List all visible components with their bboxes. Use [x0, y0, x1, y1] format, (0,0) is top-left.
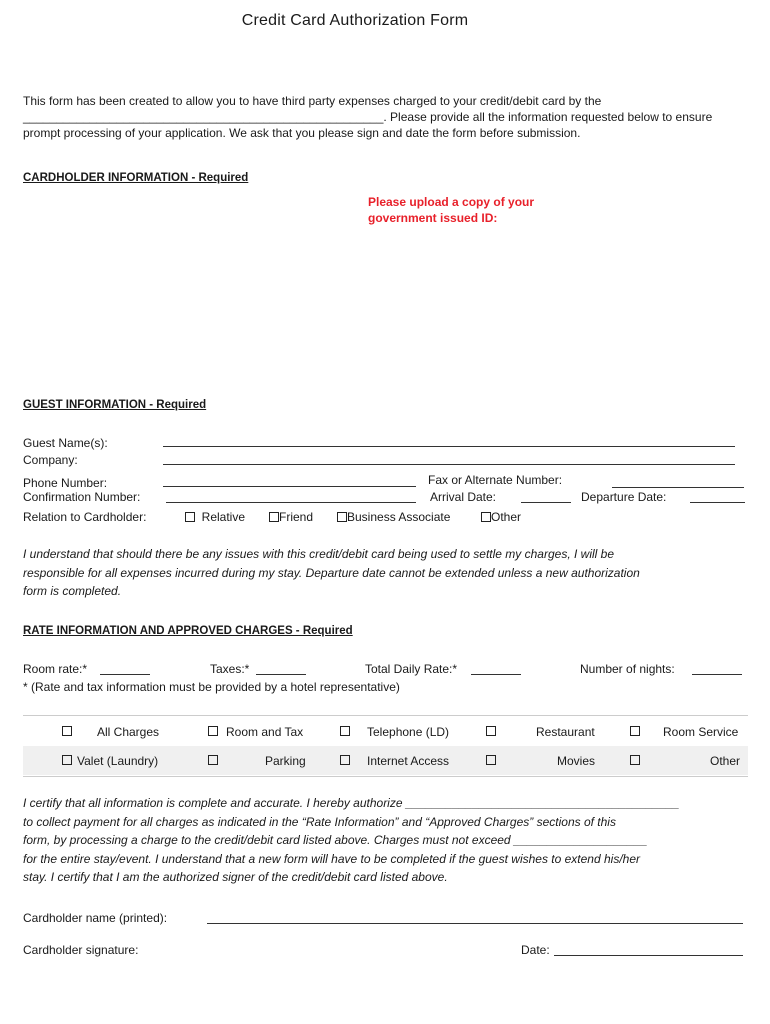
- guest-names-label: Guest Name(s):: [23, 436, 108, 450]
- room-service-checkbox[interactable]: [630, 726, 640, 736]
- confirmation-field[interactable]: [166, 502, 416, 503]
- charges-row-2: [23, 746, 748, 775]
- valet-checkbox[interactable]: [62, 755, 72, 765]
- departure-field[interactable]: [690, 502, 745, 503]
- arrival-label: Arrival Date:: [430, 490, 497, 504]
- nights-field[interactable]: [692, 674, 742, 675]
- relation-friend-option[interactable]: [269, 510, 313, 524]
- total-daily-rate-field[interactable]: [471, 674, 521, 675]
- friend-checkbox[interactable]: [269, 512, 279, 522]
- confirmation-label: Confirmation Number:: [23, 490, 141, 504]
- charges-row-1: [23, 716, 748, 747]
- other-relation-checkbox[interactable]: [481, 512, 491, 522]
- fax-field[interactable]: [612, 487, 744, 488]
- understand-paragraph: [23, 545, 748, 601]
- relative-label: Relative: [201, 510, 246, 524]
- rate-note: * (Rate and tax information must be provided by a hotel representative): [23, 680, 400, 694]
- company-label: Company:: [23, 453, 78, 467]
- other-charges-label: Other: [710, 754, 741, 768]
- arrival-field[interactable]: [521, 502, 571, 503]
- business-associate-label: Business Associate: [347, 510, 451, 524]
- room-service-label: Room Service: [663, 725, 739, 739]
- valet-label: Valet (Laundry): [77, 754, 159, 768]
- room-and-tax-label: Room and Tax: [226, 725, 304, 739]
- understand-line-3: form is completed.: [23, 584, 122, 598]
- friend-label: Friend: [279, 510, 314, 524]
- restaurant-label: Restaurant: [536, 725, 595, 739]
- certify-paragraph: [23, 794, 748, 887]
- form-title: Credit Card Authorization Form: [241, 12, 469, 29]
- phone-label: Phone Number:: [23, 476, 108, 490]
- intro-line-3: prompt processing of your application. We ask that you please sign and date the form before submission.: [23, 126, 581, 140]
- internet-access-checkbox[interactable]: [340, 755, 350, 765]
- certify-line-3: form, by processing a charge to the credit/debit card listed above. Charges must not exceed ____________________: [23, 833, 648, 847]
- understand-line-1: I understand that should there be any issues with this credit/debit card being used to settle my charges, I will be: [23, 547, 614, 561]
- certify-line-1: I certify that all information is complete and accurate. I hereby authorize _________________________________________: [23, 796, 680, 810]
- all-charges-label: All Charges: [97, 725, 160, 739]
- cardholder-name-field[interactable]: [207, 923, 743, 924]
- other-charges-checkbox[interactable]: [630, 755, 640, 765]
- date-label: Date:: [521, 943, 550, 957]
- certify-line-4: for the entire stay/event. I understand that a new form will have to be completed if the guest wishes to extend his/her: [23, 851, 641, 866]
- business-associate-checkbox[interactable]: [337, 512, 347, 522]
- relative-checkbox[interactable]: [185, 512, 195, 522]
- relation-business-option[interactable]: [337, 510, 450, 524]
- nights-label: Number of nights:: [580, 662, 675, 676]
- telephone-checkbox[interactable]: [340, 726, 350, 736]
- understand-line-2: responsible for all expenses incurred during my stay. Departure date cannot be extended unless a new authorization: [23, 565, 640, 580]
- relation-relative-option[interactable]: [185, 510, 245, 524]
- room-rate-field[interactable]: [100, 674, 150, 675]
- parking-label: Parking: [265, 754, 306, 768]
- guest-names-field[interactable]: [163, 446, 735, 447]
- approved-charges-grid: [23, 715, 748, 777]
- other-relation-label: Other: [491, 510, 522, 524]
- cardholder-signature-label: Cardholder signature:: [23, 943, 139, 957]
- cardholder-name-label: Cardholder name (printed):: [23, 911, 168, 925]
- rate-heading: RATE INFORMATION AND APPROVED CHARGES - Required: [23, 625, 353, 637]
- room-rate-label: Room rate:*: [23, 662, 88, 676]
- intro-line-1: This form has been created to allow you to have third party expenses charged to your credit/debit card by the: [23, 94, 602, 108]
- movies-checkbox[interactable]: [486, 755, 496, 765]
- certify-line-5: stay. I certify that I am the authorized signer of the credit/debit card listed above.: [23, 870, 448, 884]
- phone-field[interactable]: [163, 486, 416, 487]
- restaurant-checkbox[interactable]: [486, 726, 496, 736]
- departure-label: Departure Date:: [581, 490, 667, 504]
- intro-paragraph: [23, 93, 748, 141]
- parking-checkbox[interactable]: [208, 755, 218, 765]
- taxes-field[interactable]: [256, 674, 306, 675]
- signature-date-field[interactable]: [554, 955, 743, 956]
- company-field[interactable]: [163, 464, 735, 465]
- internet-access-label: Internet Access: [367, 754, 450, 768]
- all-charges-checkbox[interactable]: [62, 726, 72, 736]
- fax-label: Fax or Alternate Number:: [428, 473, 563, 487]
- relation-label: Relation to Cardholder:: [23, 510, 147, 524]
- telephone-label: Telephone (LD): [367, 725, 450, 739]
- movies-label: Movies: [557, 754, 596, 768]
- guest-heading: GUEST INFORMATION - Required: [23, 399, 207, 411]
- upload-id-note[interactable]: Please upload a copy of your government issued ID:: [368, 195, 535, 225]
- intro-line-2: ______________________________________________________. Please provide all the information requested below to ensure: [23, 110, 713, 124]
- cardholder-heading: CARDHOLDER INFORMATION - Required: [23, 172, 249, 184]
- room-and-tax-checkbox[interactable]: [208, 726, 218, 736]
- certify-line-2: to collect payment for all charges as indicated in the “Rate Information” and “Approved Charges” sections of this: [23, 814, 616, 829]
- taxes-label: Taxes:*: [210, 662, 250, 676]
- total-daily-rate-label: Total Daily Rate:*: [365, 662, 458, 676]
- relation-other-option[interactable]: [481, 510, 521, 524]
